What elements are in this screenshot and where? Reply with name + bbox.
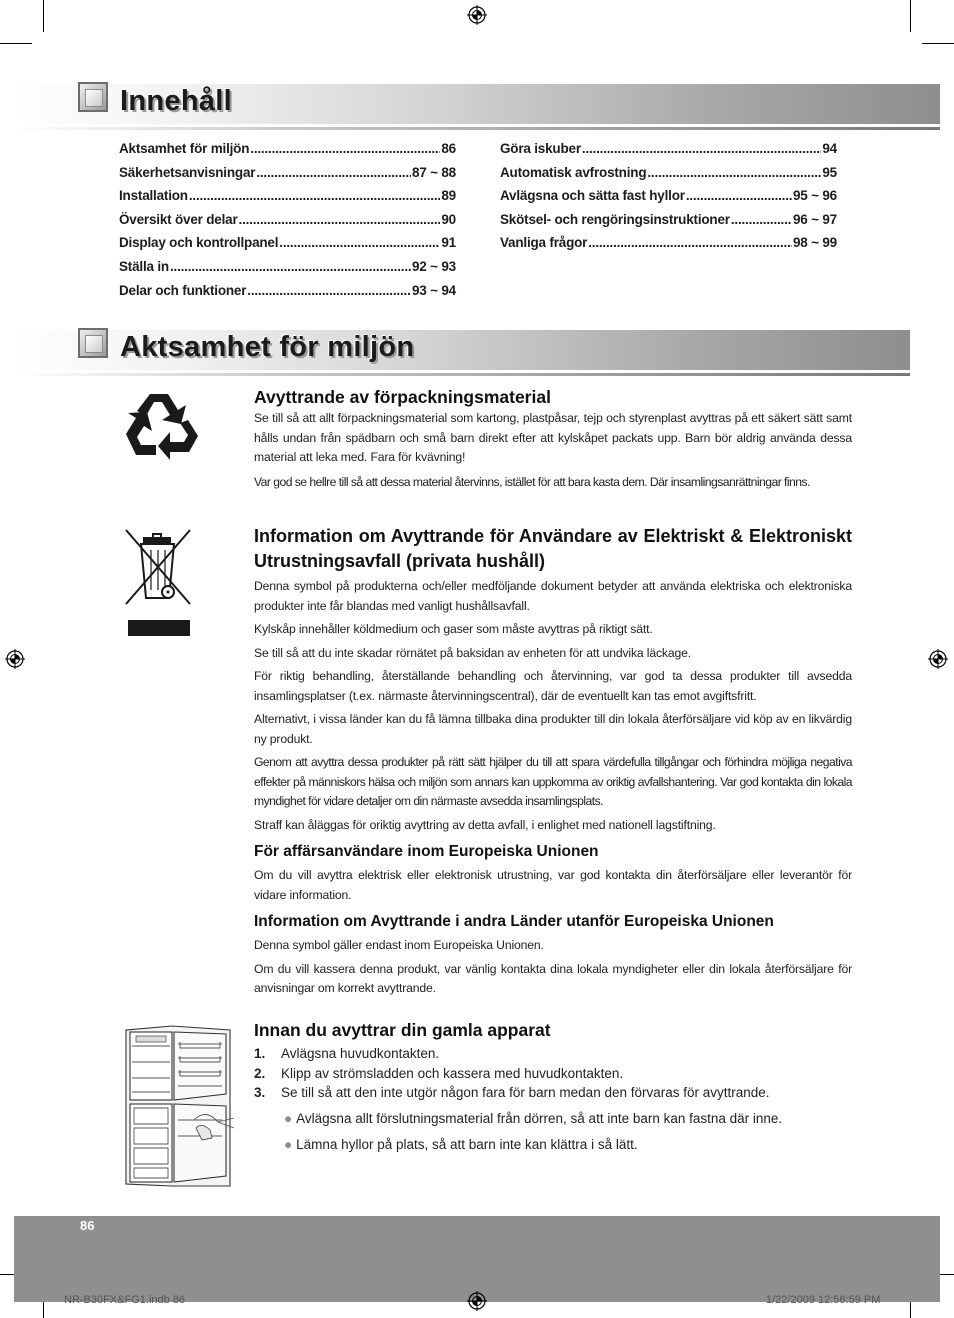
toc-leader-dots [582, 141, 821, 156]
header-underline [14, 127, 940, 130]
step-number: 1. [254, 1046, 266, 1061]
toc-entry-title: Automatisk avfrostning [500, 164, 647, 180]
toc-entry-page: 91 [441, 235, 456, 251]
toc-entry-page: 87 ~ 88 [411, 164, 456, 180]
header-underline [14, 373, 910, 376]
toc-entry-page: 94 [822, 141, 837, 156]
toc-entry[interactable] [119, 283, 456, 307]
toc-leader-dots [247, 283, 411, 298]
toc-leader-dots [256, 165, 411, 180]
packaging-section [254, 386, 852, 492]
toc-entry-page: 90 [441, 211, 456, 227]
toc-entry-page: 95 ~ 96 [792, 188, 837, 204]
step-number: 3. [254, 1085, 266, 1100]
toc-entry-title: Ställa in [119, 258, 169, 274]
toc-entry-title: Vanliga frågor [500, 235, 588, 251]
toc-entry-title: Installation [119, 188, 188, 204]
crop-mark [43, 0, 44, 32]
toc-leader-dots [731, 212, 792, 227]
step-item [254, 1044, 852, 1064]
toc-entry[interactable] [119, 212, 456, 236]
steps-list [254, 1044, 852, 1103]
step-text: Avlägsna huvudkontakten. [281, 1046, 440, 1061]
toc-entry-title: Display och kontrollpanel [119, 235, 279, 251]
weee-heading: Information om Avyttrande för Användare av Elektriskt & Elektroniskt Utrustningsavfall (privata hushåll) [254, 526, 852, 571]
step-number: 2. [254, 1065, 266, 1081]
outside-eu-paragraph-2: Om du vill kassera denna produkt, var vänlig kontakta dina lokala myndigheter eller din lokala återförsäljare för anvisningar om korrekt avyttrande. [254, 961, 852, 995]
weee-paragraph: Denna symbol på produkterna och/eller medföljande dokument betyder att använda elektriska och elektroniska produkter inte får blandas med vanligt hushållsavfall. [254, 579, 852, 613]
toc-entry-page: 98 ~ 99 [792, 235, 837, 251]
toc-entry-page: 95 [822, 164, 837, 180]
step-item [254, 1064, 852, 1084]
weee-section [254, 524, 852, 999]
toc-leader-dots [279, 235, 440, 250]
weee-paragraph: För riktig behandling, återställande behandling och återvinning, var god ta dessa produkter till avsedda insamlingsplatser (t.ex. närmaste återvinningscentral), där de eventuellt kan tas emot avgiftsfritt. [254, 669, 852, 703]
step-item [254, 1083, 852, 1103]
weee-paragraph: Se till så att du inte skadar rörnätet på baksidan av enheten för att undvika läckage. [254, 645, 691, 660]
environment-title: Aktsamhet för miljön [120, 331, 415, 363]
toc-entry[interactable] [500, 141, 837, 165]
toc-entry-title: Skötsel- och rengöringsinstruktioner [500, 211, 730, 227]
weee-paragraph: Genom att avyttra dessa produkter på rätt sätt hjälper du till att spara värdefulla tillgångar och förhindra möjliga negativa effekter på människors hälsa och miljön som annars kan uppkomma av oriktig avfallshantering. Var god kontakta din lokala myndighet för vidare detaljer om din närmaste avsedda insamlingsplats. [254, 755, 852, 808]
crop-mark [0, 43, 32, 44]
header-square-icon [78, 328, 108, 358]
toc-leader-dots [189, 188, 441, 203]
bullets-list [254, 1109, 852, 1155]
toc-entry-title: Översikt över delar [119, 211, 238, 227]
toc-entry[interactable] [119, 141, 456, 165]
outside-eu-heading: Information om Avyttrande i andra Länder utanför Europeiska Unionen [254, 913, 774, 930]
packaging-heading: Avyttrande av förpackningsmaterial [254, 387, 551, 407]
crop-mark [922, 43, 954, 44]
toc-entry[interactable] [119, 165, 456, 189]
weee-paragraph: Alternativt, i vissa länder kan du få lämna tillbaka dina produkter till din lokala återförsäljare vid köp av en likvärdig ny produkt. [254, 712, 852, 746]
toc-entry[interactable] [500, 165, 837, 189]
contents-title: Innehåll [120, 85, 232, 117]
packaging-paragraph-2: Var god se hellre till så att dessa material återvinns, istället för att bara kasta dem. Där insamlingsanrättningar finns. [254, 474, 810, 489]
toc-entry-title: Aktsamhet för miljön [119, 141, 250, 156]
toc-entry-page: 89 [441, 188, 456, 204]
outside-eu-paragraph-1: Denna symbol gäller endast inom Europeiska Unionen. [254, 938, 544, 952]
crop-mark [910, 0, 911, 32]
toc-entry[interactable] [119, 188, 456, 212]
toc-leader-dots [170, 259, 411, 274]
date-slug: 1/22/2009 12:56:59 PM [766, 1294, 881, 1306]
weee-paragraph: Kylskåp innehåller köldmedium och gaser som måste avyttras på riktigt sätt. [254, 622, 653, 636]
toc-entry-title: Delar och funktioner [119, 282, 247, 298]
toc-entry[interactable] [119, 259, 456, 283]
old-appliance-section [254, 1019, 852, 1155]
toc-entry[interactable] [500, 235, 837, 259]
bullet-item [254, 1135, 852, 1155]
toc-entry-page: 92 ~ 93 [411, 258, 456, 274]
page-footer-bar [14, 1216, 940, 1302]
toc-leader-dots [588, 235, 792, 250]
bullet-item [254, 1109, 852, 1129]
toc-leader-dots [647, 165, 821, 180]
bullet-text: Avlägsna allt förslutningsmaterial från dörren, så att inte barn kan fastna där inne. [296, 1110, 783, 1126]
old-appliance-heading: Innan du avyttrar din gamla apparat [254, 1020, 551, 1040]
registration-mark-icon [5, 649, 25, 669]
page-number: 86 [80, 1218, 95, 1233]
packaging-paragraph-1: Se till så att allt förpackningsmaterial som kartong, plastpåsar, tejp och styrenplast avyttras på ett säkert sätt samt hålls undan från spädbarn och små barn direkt efter att kylskåpet packats upp. Barn bör aldrig använda dessa material att leka med. Fara för kvävning! [254, 411, 852, 464]
toc-entry-title: Säkerhetsanvisningar [119, 164, 256, 180]
weee-paragraph: Straff kan åläggas för oriktig avyttring av detta avfall, i enlighet med nationell lagstiftning. [254, 817, 716, 832]
fridge-illustration [122, 1024, 238, 1190]
header-square-icon [78, 82, 108, 112]
toc-entry-title: Avlägsna och sätta fast hyllor [500, 188, 685, 204]
recycle-icon [124, 390, 200, 462]
bullet-dot-icon: ● [284, 1137, 293, 1152]
toc-entry-page: 96 ~ 97 [792, 211, 837, 227]
registration-mark-icon [928, 649, 948, 669]
toc-leader-dots [686, 188, 792, 203]
toc-entry-page: 86 [441, 141, 456, 156]
bullet-text: Lämna hyllor på plats, så att barn inte kan klättra i så lätt. [296, 1137, 638, 1152]
toc-entry-title: Göra iskuber [500, 141, 581, 156]
step-text: Se till så att den inte utgör någon fara för barn medan den förvaras för avyttrande. [281, 1085, 770, 1100]
registration-mark-icon [467, 5, 487, 25]
registration-mark-icon [467, 1291, 487, 1311]
crossed-bin-icon [122, 526, 194, 638]
toc-entry[interactable] [500, 212, 837, 236]
toc-entry[interactable] [500, 188, 837, 212]
business-text: Om du vill avyttra elektrisk eller elektronisk utrustning, var god kontakta din återförsäljare eller leverantör för vidare information. [254, 868, 852, 902]
toc-right-column [500, 141, 837, 259]
contents-header-bar [14, 84, 940, 124]
file-slug: NR-B30FX&FG1.indb 86 [64, 1294, 186, 1306]
toc-entry-page: 93 ~ 94 [411, 282, 456, 298]
business-heading: För affärsanvändare inom Europeiska Unionen [254, 843, 599, 860]
step-text: Klipp av strömsladden och kassera med huvudkontakten. [281, 1065, 624, 1081]
toc-leader-dots [250, 141, 440, 156]
weee-paragraphs [254, 577, 852, 835]
bullet-dot-icon: ● [284, 1110, 293, 1126]
toc-entry[interactable] [119, 235, 456, 259]
environment-header-bar [14, 330, 910, 370]
toc-leader-dots [239, 212, 441, 227]
toc-left-column [119, 141, 456, 306]
